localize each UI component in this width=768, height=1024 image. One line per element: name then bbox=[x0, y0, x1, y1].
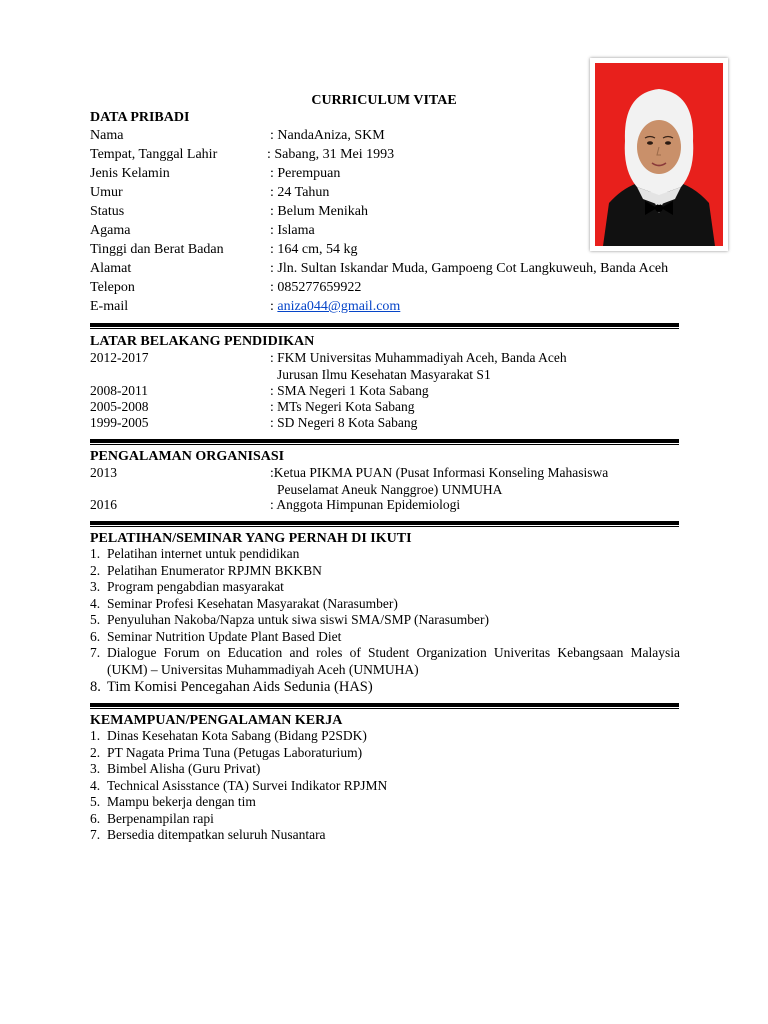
list-text: PT Nagata Prima Tuna (Petugas Laboraturium) bbox=[107, 744, 363, 760]
list-text: Technical Asisstance (TA) Survei Indikator RPJMN bbox=[107, 777, 388, 793]
personal-label: Jenis Kelamin bbox=[90, 166, 170, 181]
list-number: 1. bbox=[90, 728, 101, 743]
list-number: 4. bbox=[90, 595, 101, 611]
list-text: Dialogue Forum on Education and roles of Student Organization Univeritas Kebangsaan Malaysia (UKM) – Universitas Muhammadiyah Aceh (UNMUHA) bbox=[107, 645, 680, 677]
list-text: Tim Komisi Pencegahan Aids Sedunia (HAS) bbox=[107, 679, 373, 695]
list-item bbox=[90, 612, 680, 629]
organization-text-cont: Peuselamat Aneuk Nanggroe) UNMUHA bbox=[277, 481, 503, 497]
portrait-image bbox=[595, 63, 723, 246]
list-item bbox=[90, 794, 680, 811]
list-item bbox=[90, 629, 680, 646]
heading-pelatihan: PELATIHAN/SEMINAR YANG PERNAH DI IKUTI bbox=[90, 531, 412, 546]
personal-label: Tinggi dan Berat Badan bbox=[90, 242, 224, 257]
list-item bbox=[90, 546, 680, 563]
list-number: 6. bbox=[90, 628, 101, 644]
list-text: Seminar Nutrition Update Plant Based Diet bbox=[107, 628, 342, 644]
personal-label: Telepon bbox=[90, 280, 135, 295]
list-number: 7. bbox=[90, 827, 101, 842]
education-school: : FKM Universitas Muhammadiyah Aceh, Banda Aceh bbox=[270, 350, 567, 365]
education-years: 2012-2017 bbox=[90, 350, 149, 365]
list-item bbox=[90, 579, 680, 596]
email-prefix: : bbox=[270, 299, 278, 314]
list-number: 7. bbox=[90, 645, 101, 660]
list-number: 8. bbox=[90, 679, 101, 695]
education-major: Jurusan Ilmu Kesehatan Masyarakat S1 bbox=[277, 366, 491, 382]
list-item bbox=[90, 728, 680, 745]
heading-data-pribadi: DATA PRIBADI bbox=[90, 110, 190, 125]
list-text: Bimbel Alisha (Guru Privat) bbox=[107, 761, 261, 776]
personal-label: Tempat, Tanggal Lahir bbox=[90, 147, 218, 162]
list-number: 2. bbox=[90, 744, 101, 760]
education-years: 2008-2011 bbox=[90, 383, 148, 398]
document-title: CURRICULUM VITAE bbox=[311, 93, 457, 108]
list-number: 4. bbox=[90, 777, 101, 793]
email-value bbox=[270, 298, 400, 316]
personal-value: : NandaAniza, SKM bbox=[270, 128, 385, 143]
list-number: 5. bbox=[90, 794, 101, 809]
list-number: 6. bbox=[90, 810, 101, 826]
personal-label: Umur bbox=[90, 185, 123, 200]
list-text: Seminar Profesi Kesehatan Masyarakat (Narasumber) bbox=[107, 595, 398, 611]
list-number: 5. bbox=[90, 612, 101, 627]
education-school: : SMA Negeri 1 Kota Sabang bbox=[270, 383, 429, 398]
list-item bbox=[90, 778, 680, 795]
email-link[interactable]: aniza044@gmail.com bbox=[277, 299, 401, 314]
list-text: Berpenampilan rapi bbox=[107, 810, 214, 826]
skills-list bbox=[90, 728, 680, 844]
personal-value: : Perempuan bbox=[270, 166, 341, 181]
email-label: E-mail bbox=[90, 299, 129, 314]
list-number: 3. bbox=[90, 579, 101, 594]
profile-photo bbox=[590, 58, 728, 251]
list-text: Penyuluhan Nakoba/Napza untuk siwa siswi SMA/SMP (Narasumber) bbox=[107, 612, 489, 627]
personal-value: : Belum Menikah bbox=[270, 204, 368, 219]
organization-year: 2013 bbox=[90, 465, 117, 480]
organization-year: 2016 bbox=[90, 497, 117, 512]
education-school: : SD Negeri 8 Kota Sabang bbox=[270, 415, 418, 430]
list-item bbox=[90, 827, 680, 844]
list-item bbox=[90, 563, 680, 580]
personal-label: Status bbox=[90, 204, 125, 219]
personal-value: : 24 Tahun bbox=[270, 185, 330, 200]
heading-kemampuan: KEMAMPUAN/PENGALAMAN KERJA bbox=[90, 713, 343, 728]
organization-text: : Anggota Himpunan Epidemiologi bbox=[270, 497, 461, 512]
list-item bbox=[90, 678, 680, 697]
section-divider bbox=[90, 439, 679, 443]
list-text: Program pengabdian masyarakat bbox=[107, 579, 284, 594]
list-item bbox=[90, 596, 680, 613]
list-text: Dinas Kesehatan Kota Sabang (Bidang P2SDK) bbox=[107, 728, 367, 743]
personal-label: Alamat bbox=[90, 261, 132, 276]
education-years: 1999-2005 bbox=[90, 415, 149, 430]
personal-value: : 164 cm, 54 kg bbox=[270, 242, 358, 257]
list-number: 1. bbox=[90, 546, 101, 561]
education-school: : MTs Negeri Kota Sabang bbox=[270, 399, 415, 414]
section-divider bbox=[90, 323, 679, 327]
personal-value: : Jln. Sultan Iskandar Muda, Gampoeng Cot Langkuweuh, Banda Aceh bbox=[270, 261, 669, 276]
heading-organisasi: PENGALAMAN ORGANISASI bbox=[90, 449, 285, 464]
list-item bbox=[90, 811, 680, 828]
list-number: 2. bbox=[90, 562, 101, 578]
list-text: Bersedia ditempatkan seluruh Nusantara bbox=[107, 827, 326, 842]
list-text: Pelatihan internet untuk pendidikan bbox=[107, 546, 300, 561]
list-text: Mampu bekerja dengan tim bbox=[107, 794, 256, 809]
education-years: 2005-2008 bbox=[90, 399, 149, 414]
heading-pendidikan: LATAR BELAKANG PENDIDIKAN bbox=[90, 334, 315, 349]
personal-value: : 085277659922 bbox=[270, 280, 362, 295]
list-item bbox=[90, 645, 680, 678]
personal-value: : Sabang, 31 Mei 1993 bbox=[267, 147, 395, 162]
personal-label: Agama bbox=[90, 223, 131, 238]
organization-text: :Ketua PIKMA PUAN (Pusat Informasi Konseling Mahasiswa bbox=[270, 465, 609, 480]
section-divider bbox=[90, 703, 679, 707]
personal-label: Nama bbox=[90, 128, 124, 143]
personal-value: : Islama bbox=[270, 223, 315, 238]
list-text: Pelatihan Enumerator RPJMN BKKBN bbox=[107, 562, 322, 578]
list-number: 3. bbox=[90, 761, 101, 776]
training-list bbox=[90, 546, 680, 697]
list-item bbox=[90, 761, 680, 778]
list-item bbox=[90, 745, 680, 762]
section-divider bbox=[90, 521, 679, 525]
